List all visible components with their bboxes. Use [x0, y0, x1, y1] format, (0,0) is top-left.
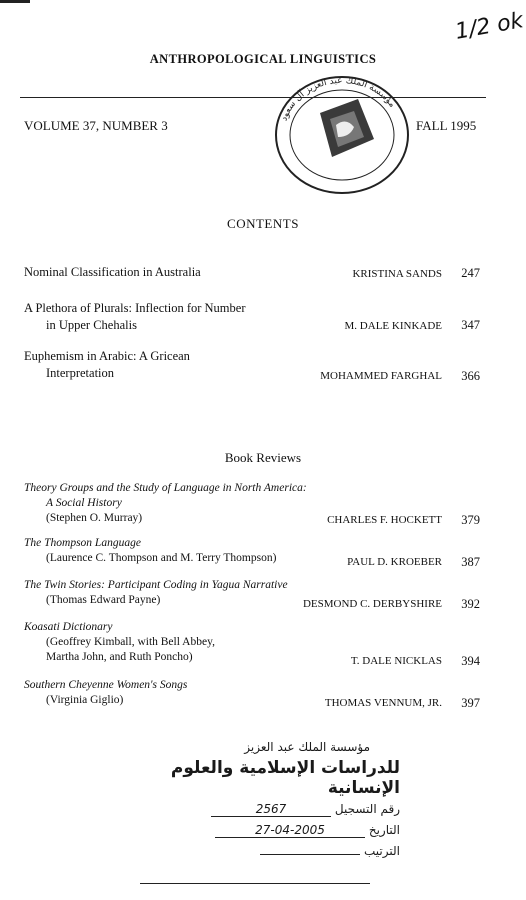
review-item-1: Theory Groups and the Study of Language in North America: A Social History (Stephen O. Murray) [24, 482, 307, 524]
article-page-3: 366 [461, 369, 480, 383]
contents-heading: CONTENTS [227, 216, 299, 231]
review-page-1: 379 [461, 513, 480, 527]
review-item-2: The Thompson Language (Laurence C. Thompson and M. Terry Thompson) [24, 537, 277, 564]
article-page-2: 347 [461, 318, 480, 332]
review-item-4: Koasati Dictionary (Geoffrey Kimball, with Bell Abbey, Martha John, and Ruth Poncho) [24, 621, 215, 663]
article-title-3: Euphemism in Arabic: A Gricean Interpretation [24, 349, 190, 380]
stamp-line-2: للدراسات الإسلامية والعلوم الإنسانية [170, 758, 400, 798]
review-item-5: Southern Cheyenne Women's Songs (Virginia Giglio) [24, 679, 188, 706]
stamp-bottom-rule [140, 883, 370, 884]
review-reviewer-5: THOMAS VENNUM, JR. [324, 697, 442, 709]
handwritten-note: 1/2 ok [453, 8, 526, 45]
stamp-date-value: 27-04-2005 [215, 823, 365, 838]
stamp-line-1: مؤسسة الملك عبد العزيز [244, 740, 370, 754]
reviews-heading: Book Reviews [224, 450, 302, 465]
registration-stamp [130, 740, 400, 880]
review-reviewer-2: PAUL D. KROEBER [347, 556, 442, 568]
article-author-2: M. DALE KINKADE [344, 320, 442, 332]
article-author-1: KRISTINA SANDS [352, 268, 442, 280]
article-title-1: Nominal Classification in Australia [24, 265, 201, 279]
review-page-5: 397 [461, 696, 480, 710]
stamp-reg-value: 2567 [211, 802, 331, 817]
stamp-class-row: الترتيب [130, 844, 400, 858]
scan-edge-mark [0, 0, 30, 3]
review-item-3: The Twin Stories: Participant Coding in Yagua Narrative (Thomas Edward Payne) [24, 579, 288, 606]
review-reviewer-3: DESMOND C. DERBYSHIRE [302, 598, 442, 610]
review-page-4: 394 [461, 654, 480, 668]
journal-title: ANTHROPOLOGICAL LINGUISTICS [149, 52, 377, 66]
review-reviewer-1: CHARLES F. HOCKETT [327, 514, 442, 526]
issue-season: FALL 1995 [416, 118, 477, 133]
article-author-3: MOHAMMED FARGHAL [320, 370, 442, 382]
stamp-reg-row: رقم التسجيل 2567 [130, 802, 400, 817]
review-page-3: 392 [461, 597, 480, 611]
review-reviewer-4: T. DALE NICKLAS [350, 655, 442, 667]
seal-emblem [320, 99, 374, 157]
volume-number: VOLUME 37, NUMBER 3 [24, 118, 168, 133]
article-title-2: A Plethora of Plurals: Inflection for Number in Upper Chehalis [24, 301, 246, 332]
article-page-1: 247 [461, 266, 480, 280]
library-seal [262, 65, 422, 200]
stamp-date-row: التاريخ 27-04-2005 [130, 823, 400, 838]
seal-text: مؤسسة الملك عبد العزيز آل سعود [279, 75, 398, 123]
review-page-2: 387 [461, 555, 480, 569]
